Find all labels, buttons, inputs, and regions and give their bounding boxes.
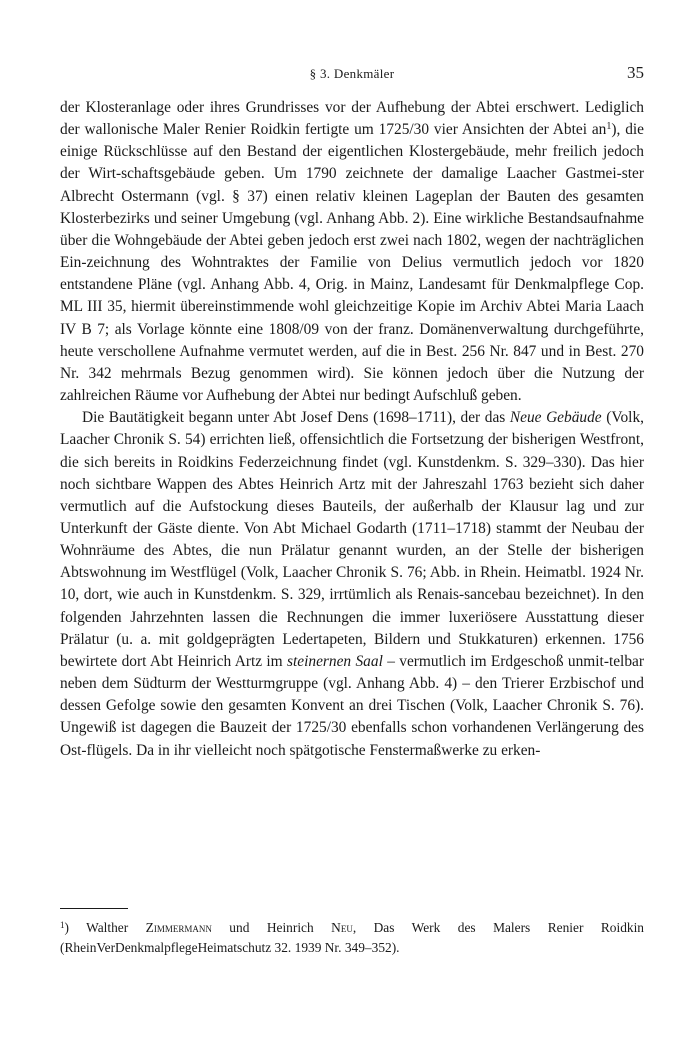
paragraph-2 [60,407,644,762]
page-number: 35 [627,63,644,82]
italic-term-neue-gebaeude: Neue Gebäude [509,409,602,427]
italic-term-steinerner-saal: steinernen Saal [287,652,383,670]
footnote [60,918,644,958]
running-head: § 3. Denkmäler [309,66,395,81]
footnote-reference: 1 [606,121,612,133]
paragraph-1-text-a: der Klosteranlage oder ihres Grundrisses vor der Aufhebung der Abtei erschwert. Lediglich der wallonische Maler Renier Roidkin fertigte um 1725/30 vier Ansichten der Abtei an [60,99,644,139]
body-text [60,97,644,762]
paragraph-2-text-c: – vermutlich im Erdgeschoß unmit-telbar neben dem Südturm der Westturmgruppe (vgl. Anhang Abb. 4) – den Trierer Erzbischof und dessen Gefolge sowie den gesamten Konvent an drei Tischen (Volk, Laacher Chronik S. 76). Ungewiß ist dagegen die Bauzeit der 1725/30 ebenfalls schon vorhandenen Verlängerung des Ost-flügels. Da in ihr vielleicht noch spätgotische Fenstermaßwerke zu erken- [60,652,644,759]
footnote-author-1: Zimmermann [145,920,212,935]
paragraph-1-text-b: ), die einige Rückschlüsse auf den Bestand der eigentlichen Klostergebäude, mehr freilich jedoch der Wirt-schaftsgebäude geben. Um 1790 zeichnete der damalige Laacher Gastmei-ster Albrecht Ostermann (vgl. § 37) einen relativ kleinen Lageplan der Bauten des gesamten Klosterbezirks und seiner Umgebung (vgl. Anhang Abb. 2). Eine wirkliche Bestandsaufnahme über die Wohngebäude der Abtei geben jedoch erst zwei nach 1802, wegen der nachträglichen Ein-zeichnung des Wohntraktes der Familie von Delius vermutlich jedoch vor 1820 entstandene Pläne (vgl. Anhang Abb. 4, Orig. in Mainz, Landesamt für Denkmalpflege Cop. ML III 35, hiermit übereinstimmende wohl gleichzeitige Kopie im Archiv Abtei Maria Laach IV B 7; als Vorlage könnte eine 1808/09 von der franz. Domänenverwaltung durchgeführte, heute verschollene Aufnahme vermutet werden, auf die in Best. 256 Nr. 847 und in Best. 270 Nr. 342 mehrmals Bezug genommen wird). Sie können jedoch über die Nutzung der zahlreichen Räume vor Aufhebung der Abtei nur bedingt Aufschluß geben. [60,121,645,405]
paragraph-2-text-a: Die Bautätigkeit begann unter Abt Josef Dens (1698–1711), der das [82,409,510,427]
footnote-mark: 1 [60,920,65,930]
paragraph-1 [60,97,644,407]
paragraph-2-text-b: (Volk, Laacher Chronik S. 54) errichten ließ, offensichtlich die Fortsetzung der bisherigen Westfront, die sich bereits in Roidkins Federzeichnung findet (vgl. Kunstdenkm. S. 329–330). Das hier noch sichtbare Wappen des Abtes Heinrich Artz mit der Jahreszahl 1763 bezieht sich daher vermutlich auf die Aufstockung dieses Bauteils, der außerhalb der Klausur lag und zur Unterkunft der Gäste diente. Von Abt Michael Godarth (1711–1718) stammt der Neubau der Wohnräume des Abtes, die nun Prälatur genannt wurden, an der Stelle der bisherigen Abtswohnung im Westflügel (Volk, Laacher Chronik S. 76; Abb. in Rhein. Heimatbl. 1924 Nr. 10, dort, wie auch in Kunstdenkm. S. 329, irrtümlich als Renais-sancebau bezeichnet). In den folgenden Jahrzehnten lassen die Rechnungen die immer luxeriösere Ausstattung dieser Prälatur (u. a. mit goldgeprägten Ledertapeten, Bildern und Stukkaturen) erkennen. 1756 bewirtete dort Abt Heinrich Artz im [60,409,644,670]
page-header [60,63,644,88]
footnote-text-b: und Heinrich [211,920,332,935]
footnote-text-c: , Das Werk des Malers Renier Roidkin (RheinVerDenkmalpflegeHeimatschutz 32. 1939 Nr. 349–352). [60,920,645,955]
footnote-author-2: Neu [331,920,353,935]
footnote-divider [60,908,128,909]
footnote-text-a: ) Walther [64,920,146,935]
